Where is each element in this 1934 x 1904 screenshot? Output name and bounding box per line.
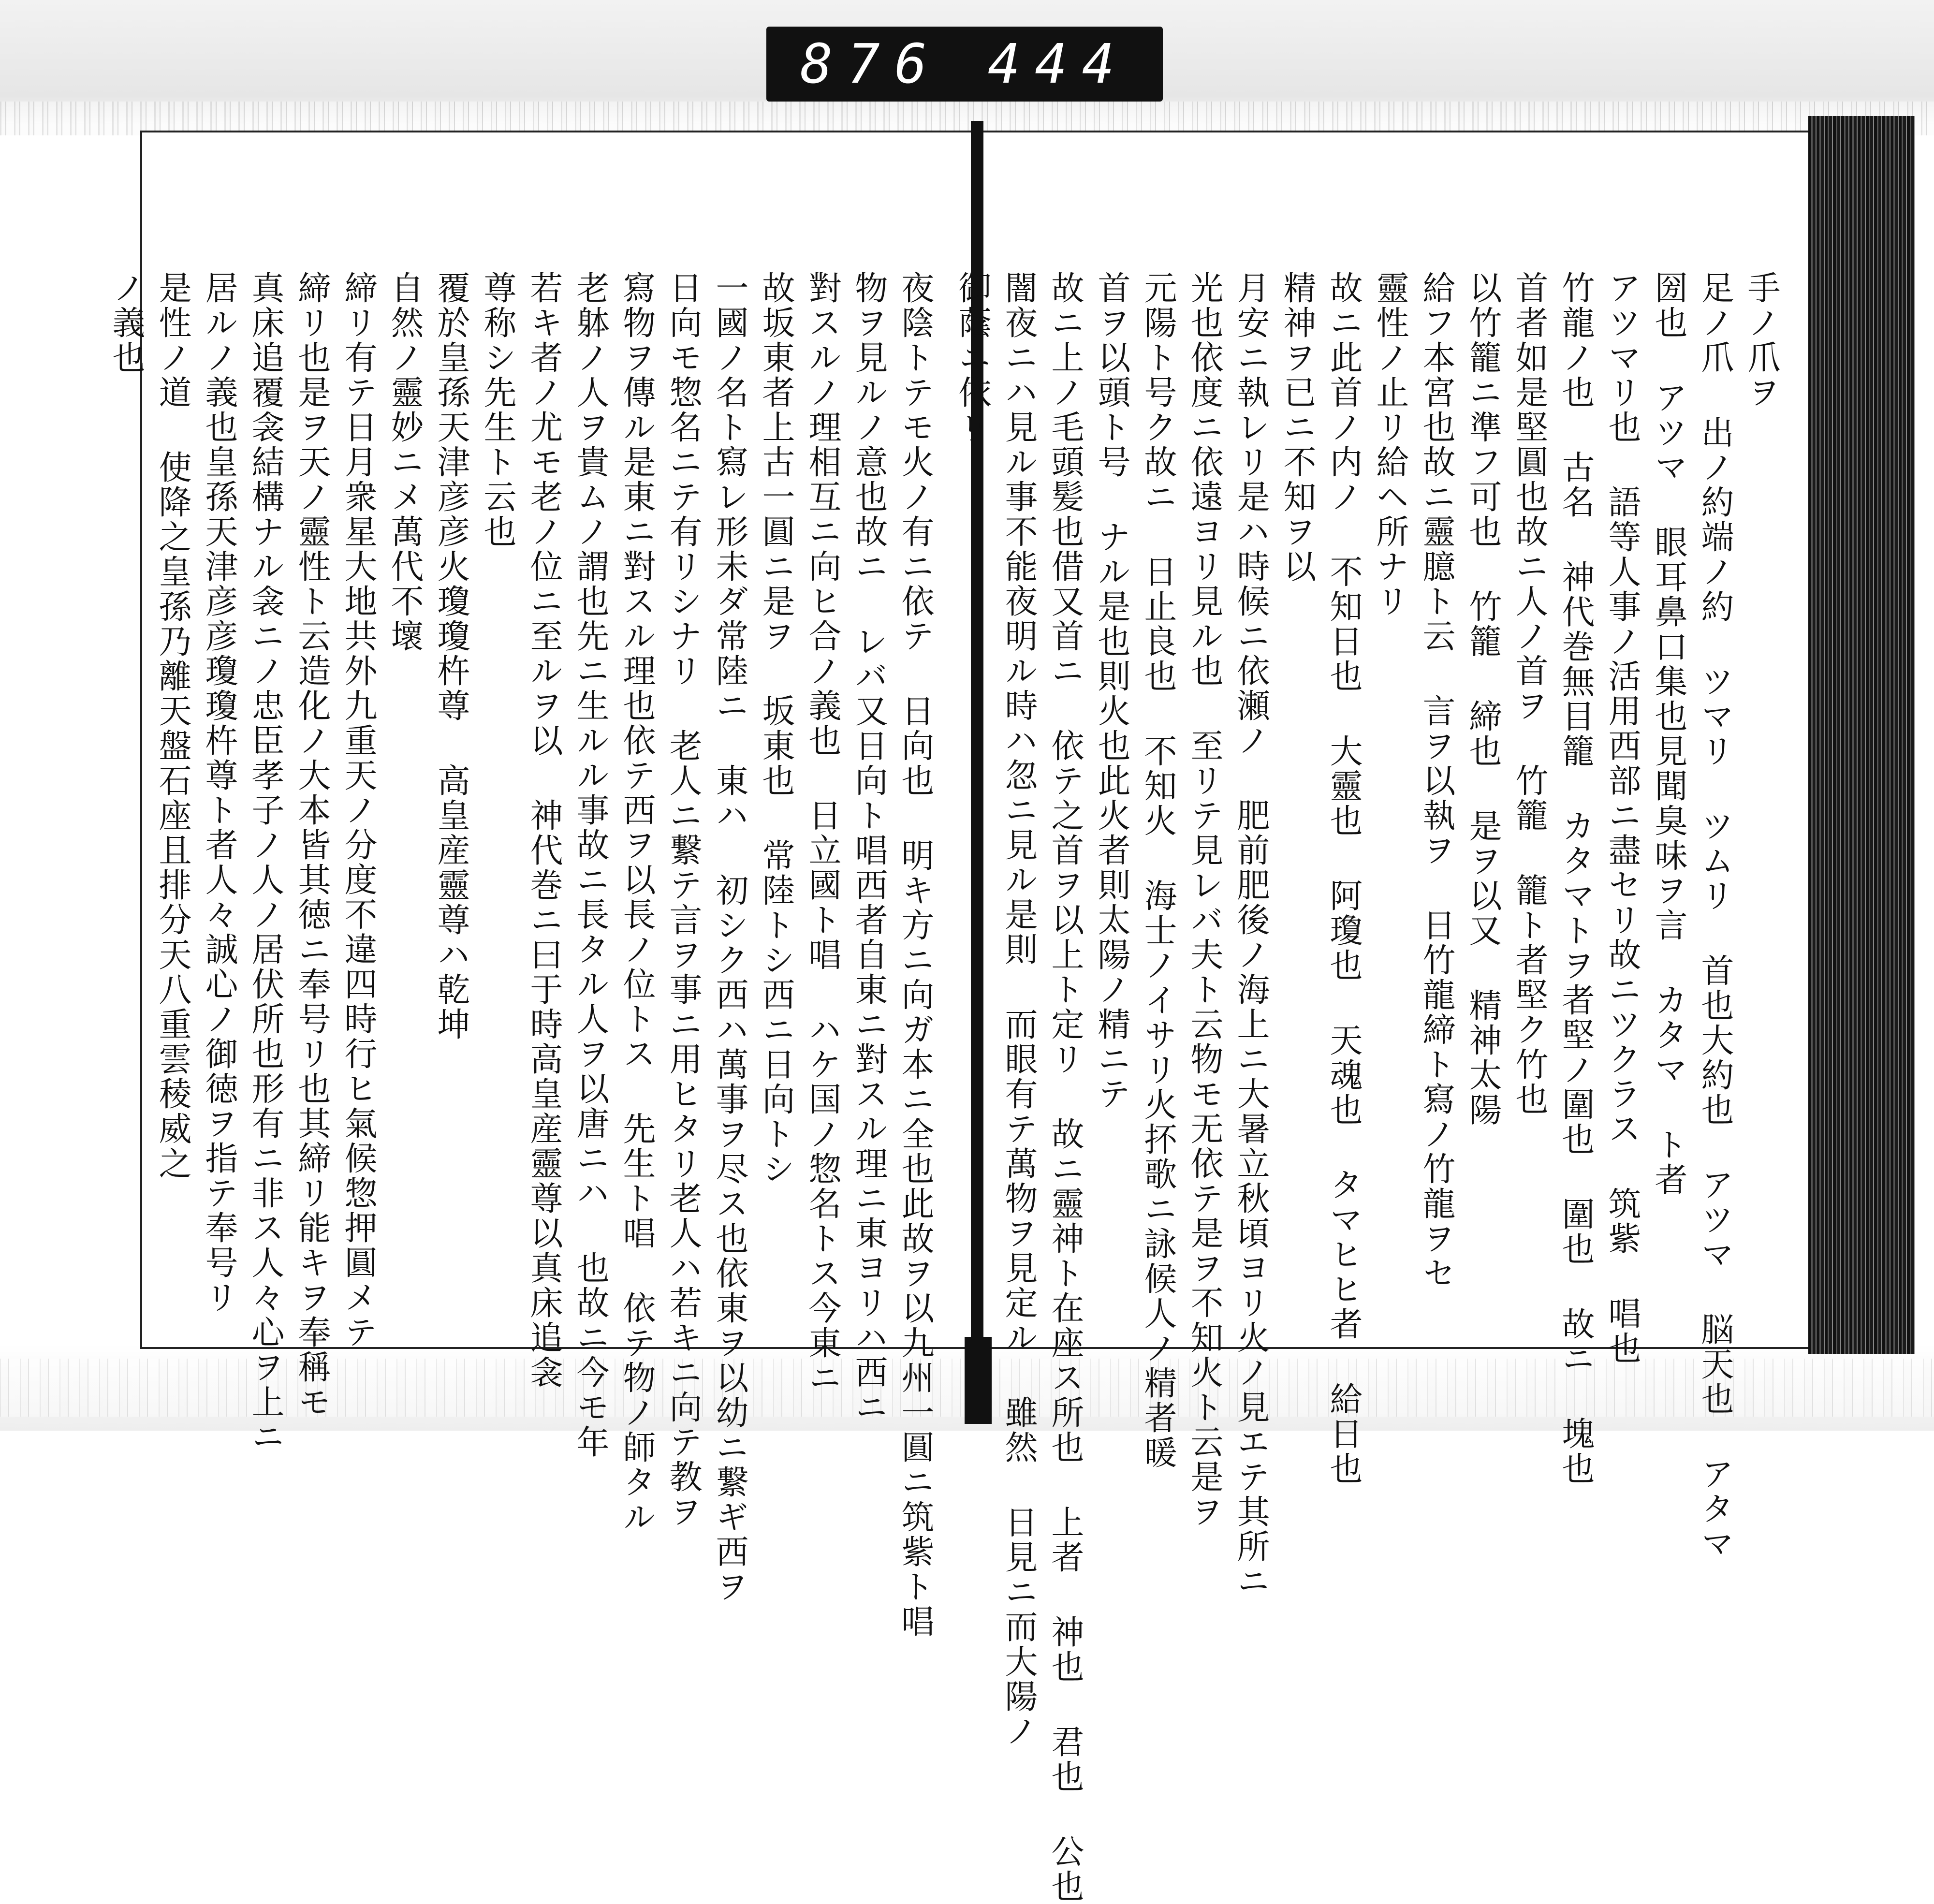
text-column: 元陽ト号ク故ニ 日止良也 不知火 海士ノイサリ火抔歌ニ詠候人ノ精者暖 xyxy=(1139,271,1177,1470)
text-column: 故坂東者上古一圓ニ是ヲ 坂東也 常陸トシ西ニ日向トシ xyxy=(757,271,795,1186)
text-column: 是性ノ道 使降之皇孫乃離天盤石座且排分天八重雲稜威之 xyxy=(153,271,191,1181)
text-column: 夜陰トテモ火ノ有ニ依テ 日向也 明キ方ニ向ガ本ニ全也此故ヲ以九州一圓ニ筑紫ト唱 xyxy=(896,271,934,1639)
text-column: 足ノ爪 出ノ約端ノ約 ツマリ ツムリ 首也大約也 アツマ 脳天也 アタマ xyxy=(1696,271,1734,1561)
text-column: 靈性ノ止リ給ヘ所ナリ xyxy=(1371,271,1409,619)
text-column: 圀也 アツマ 眼耳鼻口集也見聞臭味ヲ言 カタマ ト者 xyxy=(1649,271,1687,1197)
text-column: アツマリ也 語等人事ノ活用西部ニ盡セリ故ニツクラス 筑紫 唱也 xyxy=(1603,271,1641,1366)
text-column: 日向モ惣名ニテ有リシナリ 老人ニ繋テ言ヲ事ニ用ヒタリ老人ハ若キニ向テ教ヲ xyxy=(664,271,702,1529)
text-column: 月安ニ執レリ是ハ時候ニ依瀬ノ 肥前肥後ノ海上ニ大暑立秋頃ヨリ火ノ見エテ其所ニ xyxy=(1231,271,1270,1599)
gutter-clip xyxy=(965,1337,992,1424)
text-column: 故ニ此首ノ内ノ 不知日也 大靈也 阿瓊也 天魂也 タマヒヒ者 給日也 xyxy=(1324,271,1363,1486)
text-column: 真床追覆衾結構ナル衾ニノ忠臣孝子ノ人ノ居伏所也形有ニ非ス人々心ヲ上ニ xyxy=(246,271,284,1454)
text-column: 闇夜ニハ見ル事不能夜明ル時ハ忽ニ見ル是則 而眼有テ萬物ヲ見定ル 雖然 日見ニ而大陽ノ xyxy=(999,271,1038,1749)
text-column: ノ義也 xyxy=(107,271,145,375)
text-column: 竹龍ノ也 古名 神代巻無目籠 カタマトヲ者堅ノ圍也 圍也 故ニ 塊也 xyxy=(1556,271,1595,1486)
text-column: 締リ有テ日月衆星大地共外九重天ノ分度不違四時行ヒ氣候惣押圓メテ xyxy=(339,271,377,1350)
right-page-text xyxy=(953,271,1784,1904)
text-column: 居ルノ義也皇孫天津彦彦瓊瓊杵尊ト者人々誠心ノ御徳ヲ指テ奉号リ xyxy=(200,271,238,1315)
text-column: 光也依度ニ依遠ヨリ見ル也 至リテ見レバ夫ト云物モ无依テ是ヲ不知火ト云是ヲ xyxy=(1185,271,1223,1529)
book-page-edge xyxy=(1808,116,1915,1354)
reference-number-label xyxy=(766,27,1163,102)
reference-number-left: 876 xyxy=(800,32,942,96)
text-column: 老躰ノ人ヲ貴ムノ謂也先ニ生ルル事故ニ長タル人ヲ以唐ニハ 也故ニ今モ年 xyxy=(571,271,609,1460)
text-column: 給フ本宮也故ニ靈臆ト云 言ヲ以執ヲ 日竹龍締ト寫ノ竹龍ヲセ xyxy=(1417,271,1455,1291)
text-column: 對スルノ理相互ニ向ヒ合ノ義也 日立國ト唱 ハケ国ノ惣名トス今東ニ xyxy=(803,271,841,1395)
text-column: 若キ者ノ尤モ老ノ位ニ至ルヲ以 神代巻ニ曰于時高皇産靈尊以真床追衾 xyxy=(525,271,563,1390)
text-column: 首者如是堅圓也故ニ人ノ首ヲ 竹籠 籠ト者堅ク竹也 xyxy=(1510,271,1548,1117)
text-column: 寫物ヲ傳ル是東ニ對スル理也依テ西ヲ以長ノ位トス 先生ト唱 依テ物ノ師タル xyxy=(617,271,656,1535)
text-column: 一國ノ名ト寫レ形未ダ常陸ニ 東ハ 初シク西ハ萬事ヲ尽ス也依東ヲ以幼ニ繋ギ西ヲ xyxy=(710,271,748,1604)
text-column: 御蔭ニ依リ xyxy=(953,271,991,445)
text-column: 物ヲ見ルノ意也故ニ レバ又日向ト唱西者自東ニ對スル理ニ東ヨリハ西ニ xyxy=(850,271,888,1425)
text-column: 自然ノ靈妙ニメ萬代不壞 xyxy=(385,271,424,654)
text-column: 締リ也是ヲ天ノ靈性ト云造化ノ大本皆其徳ニ奉号リ也其締リ能キヲ奉稱モ xyxy=(293,271,331,1420)
text-column: 故ニ上ノ毛頭髪也借又首ニ 依テ之首ヲ以上ト定リ 故ニ靈神ト在座ス所也 上者 神也 君也 公也 xyxy=(1046,271,1084,1904)
text-column: 尊称シ先生ト云也 xyxy=(478,271,516,549)
text-column: 手ノ爪ヲ xyxy=(1742,271,1780,410)
reference-number-right: 444 xyxy=(987,32,1129,96)
text-column: 覆於皇孫天津彦彦火瓊瓊杵尊 高皇産靈尊ハ乾坤 xyxy=(432,271,470,1042)
text-column: 以竹籠ニ準フ可也 竹籠 締也 是ヲ以又 精神太陽 xyxy=(1464,271,1502,1128)
text-column: 首ヲ以頭ト号 ナル是也則火也此火者則太陽ノ精ニテ xyxy=(1092,271,1130,1112)
text-column: 精神ヲ已ニ不知ヲ以 xyxy=(1278,271,1316,584)
left-page-text xyxy=(107,271,938,1639)
